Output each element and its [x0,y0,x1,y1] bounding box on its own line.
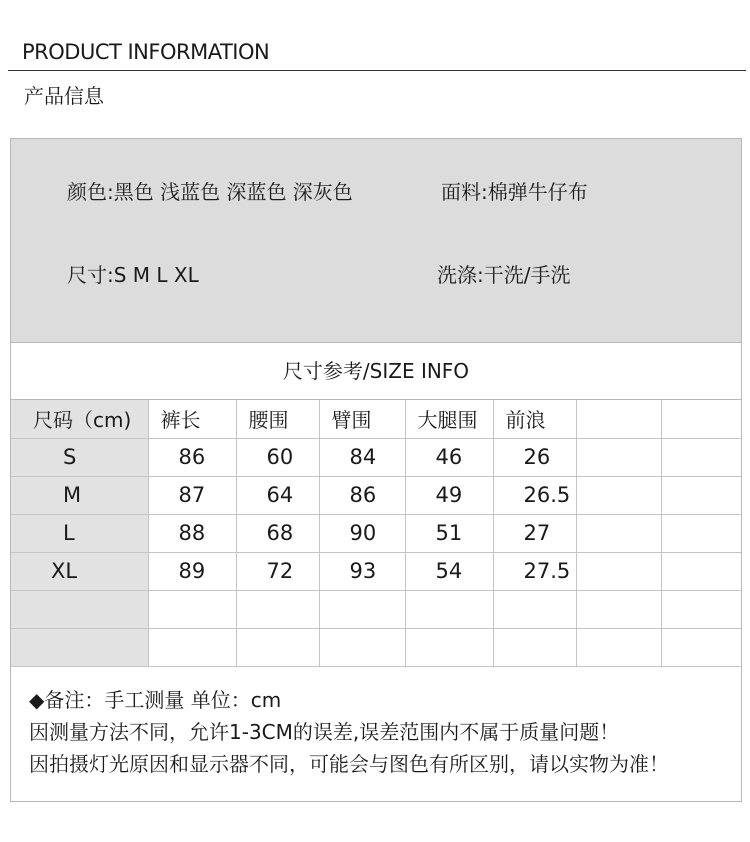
heading-title-en: PRODUCT INFORMATION [22,40,270,64]
table-cell [493,628,576,666]
table-row [11,438,741,476]
table-cell [493,590,576,628]
table-cell: 26.5 [493,476,576,514]
info-panel [11,139,741,343]
table-cell: 86 [148,438,236,476]
table-cell: 64 [236,476,319,514]
table-cell [661,438,741,476]
notes-block [29,684,669,780]
size-label-cell: L [11,514,148,552]
header-cell [576,400,661,438]
note-line-tolerance: 因测量方法不同，允许1-3CM的误差,误差范围内不属于质量问题！ [29,720,620,744]
table-cell: 90 [319,514,405,552]
size-label-cell [11,590,148,628]
table-row [11,514,741,552]
table-cell [319,590,405,628]
heading-divider [8,70,746,71]
header-cell: 大腿围 [405,400,493,438]
table-row [11,590,741,628]
table-cell: 46 [405,438,493,476]
table-row [11,476,741,514]
table-cell: 72 [236,552,319,590]
table-cell [661,514,741,552]
header-cell: 腰围 [236,400,319,438]
size-label-cell [11,628,148,666]
table-cell: 88 [148,514,236,552]
header-cell: 臂围 [319,400,405,438]
table-cell: 26 [493,438,576,476]
info-color: 颜色:黑色 浅蓝色 深蓝色 深灰色 [67,180,353,204]
note-line-color-disclaimer: 因拍摄灯光原因和显示器不同，可能会与图色有所区别，请以实物为准！ [29,752,669,776]
table-cell [319,628,405,666]
note-line-measurement: ◆备注：手工测量 单位：cm [29,688,282,712]
table-cell [576,438,661,476]
heading-title-cn: 产品信息 [24,84,104,108]
header-cell: 裤长 [148,400,236,438]
table-cell: 27.5 [493,552,576,590]
table-cell [576,552,661,590]
header-cell: 尺码（cm) [11,400,148,438]
size-table-title: 尺寸参考/SIZE INFO [11,343,741,400]
table-cell: 49 [405,476,493,514]
table-cell [576,590,661,628]
size-label-cell: XL [11,552,148,590]
table-row [11,628,741,666]
info-size: 尺寸:S M L XL [67,263,199,287]
table-cell: 86 [319,476,405,514]
table-cell: 60 [236,438,319,476]
table-cell [661,476,741,514]
header-cell [661,400,741,438]
table-cell [405,590,493,628]
table-cell: 89 [148,552,236,590]
header-cell: 前浪 [493,400,576,438]
table-cell [148,628,236,666]
table-cell [661,552,741,590]
table-header-row [11,400,741,438]
table-cell [148,590,236,628]
table-cell [576,514,661,552]
table-cell [405,628,493,666]
table-cell [661,628,741,666]
table-cell [236,590,319,628]
table-cell: 93 [319,552,405,590]
info-wash: 洗涤:干洗/手洗 [437,263,571,287]
table-cell: 54 [405,552,493,590]
table-cell [661,590,741,628]
table-cell: 87 [148,476,236,514]
table-cell: 51 [405,514,493,552]
table-row [11,552,741,590]
table-cell [576,628,661,666]
size-label-cell: S [11,438,148,476]
table-cell: 84 [319,438,405,476]
info-fabric: 面料:棉弹牛仔布 [441,180,588,204]
table-cell [236,628,319,666]
table-cell: 68 [236,514,319,552]
table-cell [576,476,661,514]
size-table [11,400,741,667]
table-cell: 27 [493,514,576,552]
size-label-cell: M [11,476,148,514]
product-info-frame [10,138,742,802]
